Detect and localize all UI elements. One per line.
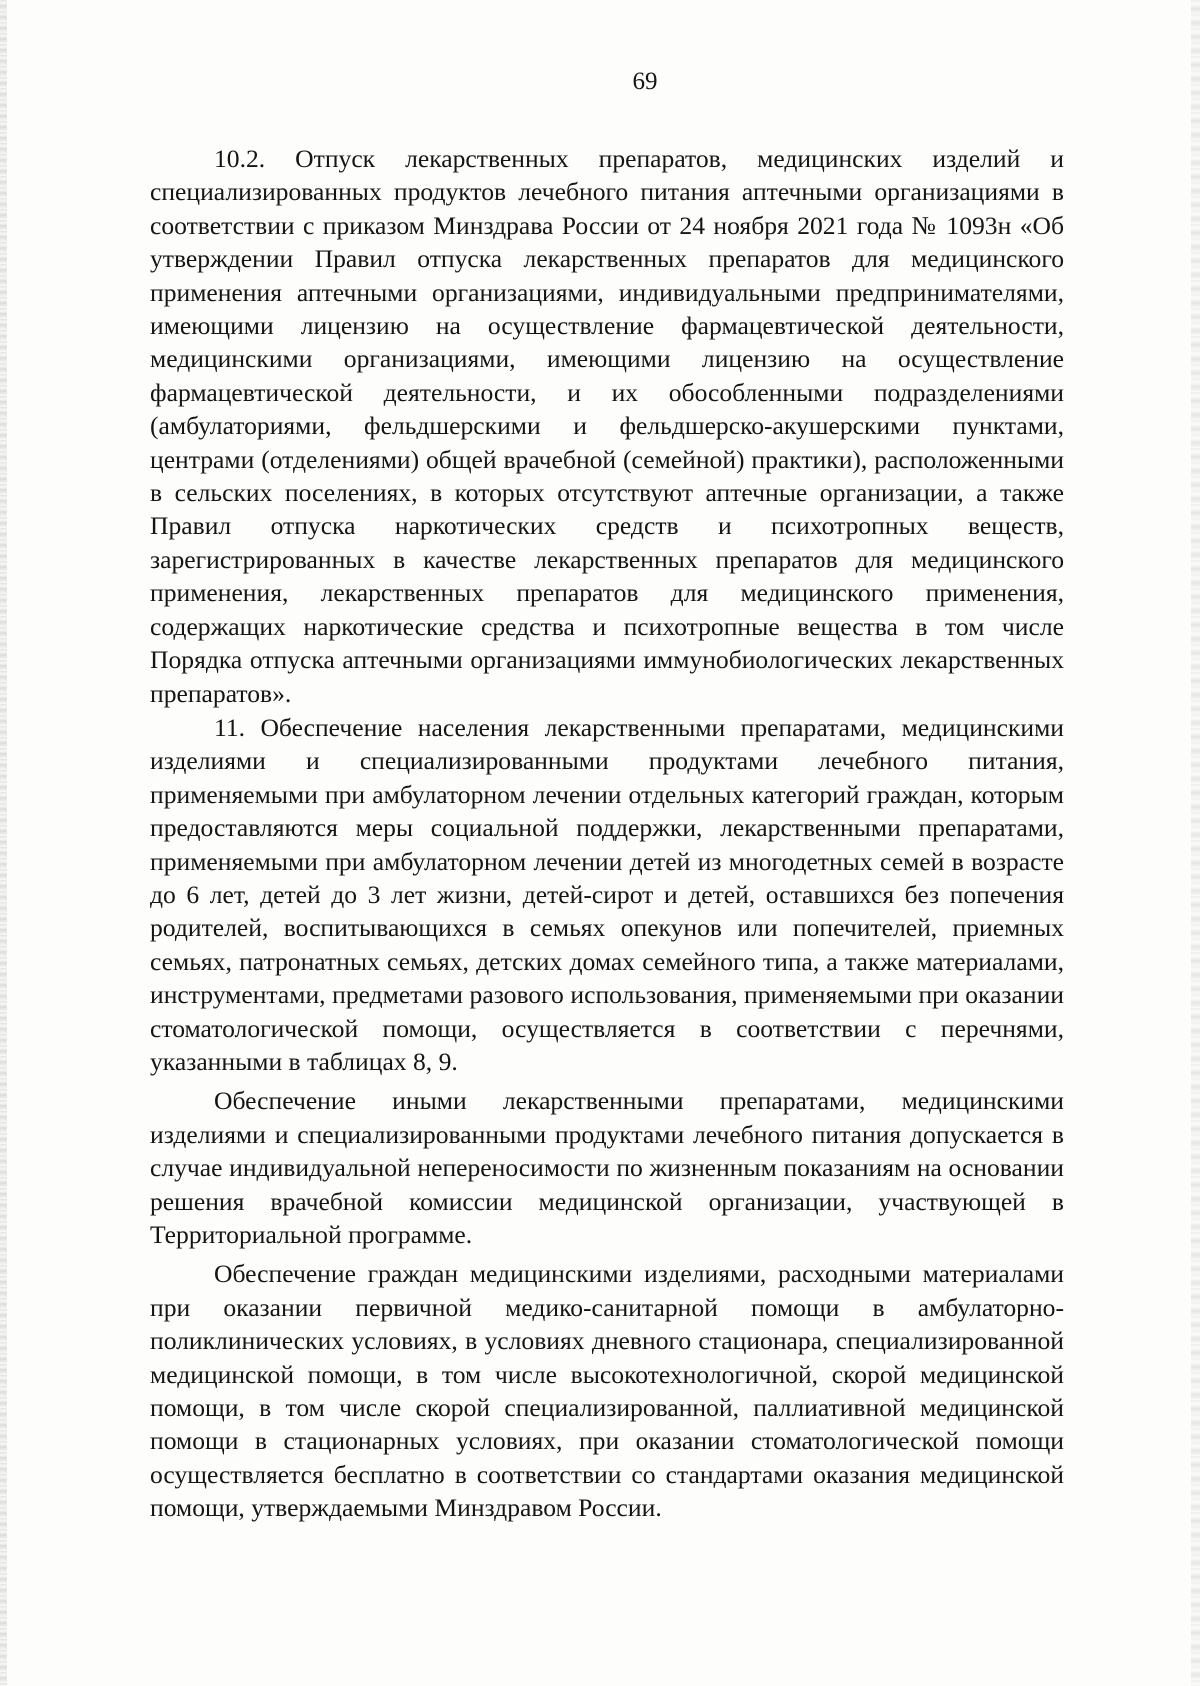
paragraph-10-2: 10.2. Отпуск лекарственных препаратов, медицинских изделий и специализированных продуктов лечебного питания аптечными организациями в соответствии с приказом Минздрава России от 24 ноября 2021 года № 1093н «Об утверждении Правил отпуска лекарственных препаратов для медицинского применения аптечными организациями, индивидуальными предпринимателями, имеющими лицензию на осуществление фармацевтической деятельности, медицинскими организациями, имеющими лицензию на осуществление фармацевтической деятельности, и их обособленными подразделениями (амбулаториями, фельдшерскими и фельдшерско-акушерскими пунктами, центрами (отделениями) общей врачебной (семейной) практики), расположенными в сельских поселениях, в которых отсутствуют аптечные организации, а также Правил отпуска наркотических средств и психотропных веществ, зарегистрированных в качестве лекарственных препаратов для медицинского применения, лекарственных препаратов для медицинского применения, содержащих наркотические средства и психотропные вещества в том числе Порядка отпуска аптечными организациями иммунобиологических лекарственных препаратов». [150, 144, 1064, 708]
paragraph-11: 11. Обеспечение населения лекарственными препаратами, медицинскими изделиями и специализированными продуктами лечебного питания, применяемыми при амбулаторном лечении отдельных категорий граждан, которым предоставляются меры социальной поддержки, лекарственными препаратами, применяемыми при амбулаторном лечении детей из многодетных семей в возрасте до 6 лет, детей до 3 лет жизни, детей-сирот и детей, оставшихся без попечения родителей, воспитывающихся в семьях опекунов или попечителей, приемных семьях, патронатных семьях, детских домах семейного типа, а также материалами, инструментами, предметами разового использования, применяемыми при оказании стоматологической помощи, осуществляется в соответствии с перечнями, указанными в таблицах 8, 9. [150, 712, 1064, 1076]
page-number: 69 [632, 68, 658, 95]
document-body [150, 142, 1064, 1525]
scan-edge-left [0, 0, 7, 1686]
paragraph-other-drugs: Обеспечение иными лекарственными препаратами, медицинскими изделиями и специализированными продуктами лечебного питания допускается в случае индивидуальной непереносимости по жизненным показаниям на основании решения врачебной комиссии медицинской организации, участвующей в Территориальной программе. [150, 1086, 1064, 1249]
scan-edge-right [1191, 0, 1200, 1686]
paragraph-medical-devices: Обеспечение граждан медицинскими изделиями, расходными материалами при оказании первичной медико-санитарной помощи в амбулаторно-поликлинических условиях, в условиях дневного стационара, специализированной медицинской помощи, в том числе высокотехнологичной, скорой медицинской помощи, в том числе скорой специализированной, паллиативной медицинской помощи в стационарных условиях, при оказании стоматологической помощи осуществляется бесплатно в соответствии со стандартами оказания медицинской помощи, утверждаемыми Минздравом России. [150, 1259, 1064, 1523]
